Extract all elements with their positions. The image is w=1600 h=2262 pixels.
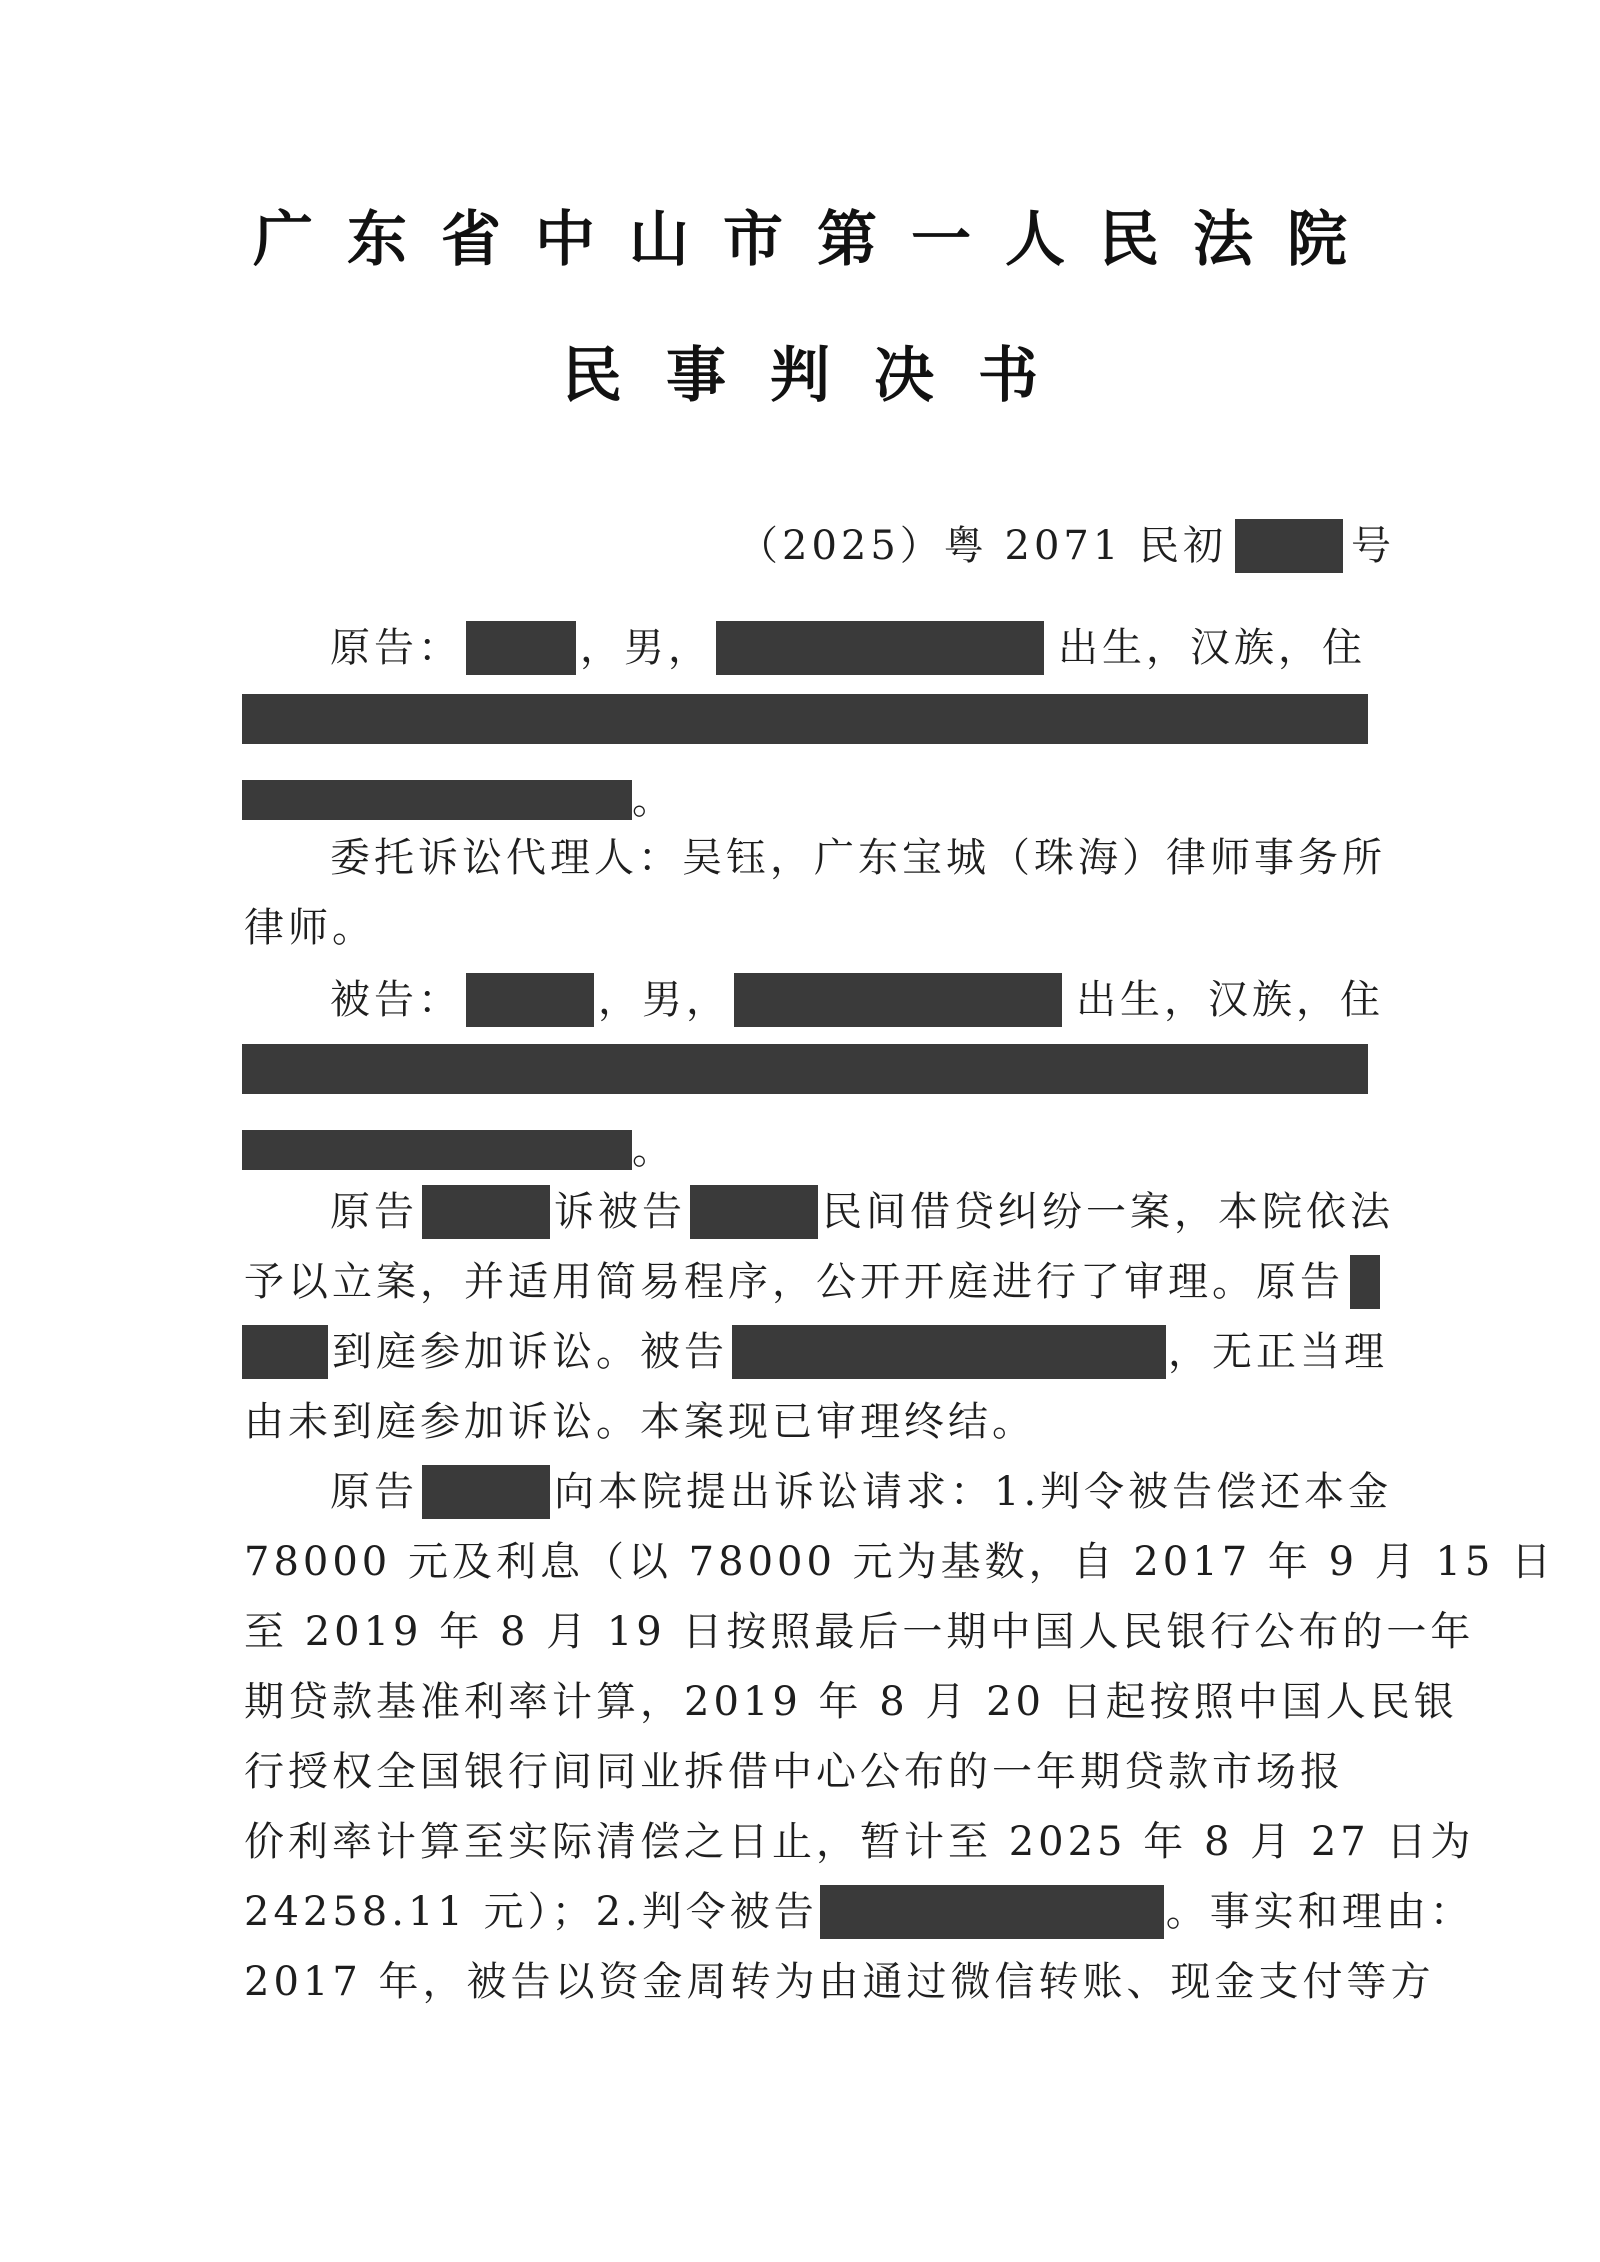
defendant-label: 被告： bbox=[330, 977, 462, 1023]
defendant-ethnicity: 出生，汉族，住 bbox=[1076, 977, 1384, 1023]
agent-text-1: 委托诉讼代理人：吴钰，广东宝城（珠海）律师事务所 bbox=[330, 835, 1386, 881]
case-number-prefix: （2025）粤 2071 民初 bbox=[738, 523, 1228, 569]
redaction-case-number bbox=[1235, 519, 1343, 573]
redaction-defendant-name bbox=[732, 1325, 1166, 1379]
redaction-plaintiff-address-1 bbox=[242, 694, 1368, 744]
redaction-defendant-birthdate bbox=[734, 973, 1062, 1027]
redaction-claim-2 bbox=[820, 1885, 1164, 1939]
redaction-plaintiff-name bbox=[1350, 1255, 1380, 1309]
plaintiff-ethnicity: 出生，汉族，住 bbox=[1058, 625, 1366, 671]
claims-line-2: 78000 元及利息（以 78000 元为基数，自 2017 年 9 月 15 日 bbox=[244, 1539, 1556, 1585]
case-para-text: 民间借贷纠纷一案，本院依法 bbox=[822, 1189, 1394, 1235]
defendant-address-end bbox=[242, 1120, 676, 1180]
redaction-plaintiff-address-2 bbox=[242, 780, 632, 820]
claims-text: 24258.11 元）；2.判令被告 bbox=[244, 1889, 818, 1935]
case-para-text: 诉被告 bbox=[554, 1189, 686, 1235]
redaction-plaintiff-birthdate bbox=[716, 621, 1044, 675]
claims-line-1 bbox=[330, 1462, 1392, 1522]
redaction-plaintiff-name bbox=[422, 1465, 550, 1519]
agent-line-1 bbox=[330, 828, 1386, 888]
claims-line-3: 至 2019 年 8 月 19 日按照最后一期中国人民银行公布的一年 bbox=[244, 1609, 1475, 1655]
defendant-line bbox=[330, 970, 1384, 1030]
case-para-line-3 bbox=[242, 1322, 1388, 1382]
plaintiff-label: 原告： bbox=[330, 625, 462, 671]
plaintiff-line bbox=[330, 618, 1366, 678]
case-number bbox=[738, 516, 1395, 576]
agent-line-2: 律师。 bbox=[244, 905, 376, 951]
claims-text: 。事实和理由： bbox=[1165, 1889, 1474, 1935]
claims-line-7 bbox=[244, 1882, 1474, 1942]
claims-text: 原告 bbox=[330, 1469, 418, 1515]
redaction-defendant-address-1 bbox=[242, 1044, 1368, 1094]
plaintiff-end: 。 bbox=[632, 777, 676, 823]
redaction-plaintiff-name-cont bbox=[242, 1325, 328, 1379]
defendant-end: 。 bbox=[632, 1127, 676, 1173]
case-para-text: 原告 bbox=[330, 1189, 418, 1235]
document-title: 民事判决书 bbox=[562, 341, 1082, 411]
claims-line-4: 期贷款基准利率计算，2019 年 8 月 20 日起按照中国人民银 bbox=[244, 1679, 1458, 1725]
plaintiff-gender: ，男， bbox=[580, 625, 712, 671]
redaction-defendant-address-2 bbox=[242, 1130, 632, 1170]
claims-line-6: 价利率计算至实际清偿之日止，暂计至 2025 年 8 月 27 日为 bbox=[244, 1819, 1475, 1865]
case-para-text: 予以立案，并适用简易程序，公开开庭进行了审理。原告 bbox=[244, 1259, 1344, 1305]
defendant-gender: ，男， bbox=[598, 977, 730, 1023]
case-para-line-2 bbox=[244, 1252, 1380, 1312]
case-para-line-1 bbox=[330, 1182, 1394, 1242]
plaintiff-address-end bbox=[242, 770, 676, 830]
redaction-plaintiff-name bbox=[422, 1185, 550, 1239]
redaction-plaintiff-name bbox=[466, 621, 576, 675]
court-name: 广东省中山市第一人民法院 bbox=[253, 205, 1381, 275]
case-para-line-4: 由未到庭参加诉讼。本案现已审理终结。 bbox=[244, 1399, 1036, 1445]
claims-line-5: 行授权全国银行间同业拆借中心公布的一年期贷款市场报 bbox=[244, 1749, 1344, 1795]
claims-line-8: 2017 年，被告以资金周转为由通过微信转账、现金支付等方 bbox=[244, 1959, 1435, 2005]
case-para-text: ，无正当理 bbox=[1168, 1329, 1388, 1375]
case-para-text: 到庭参加诉讼。被告 bbox=[332, 1329, 728, 1375]
case-number-suffix: 号 bbox=[1351, 523, 1396, 569]
claims-text: 向本院提出诉讼请求：1.判令被告偿还本金 bbox=[554, 1469, 1393, 1515]
redaction-defendant-name bbox=[466, 973, 594, 1027]
redaction-defendant-name bbox=[690, 1185, 818, 1239]
